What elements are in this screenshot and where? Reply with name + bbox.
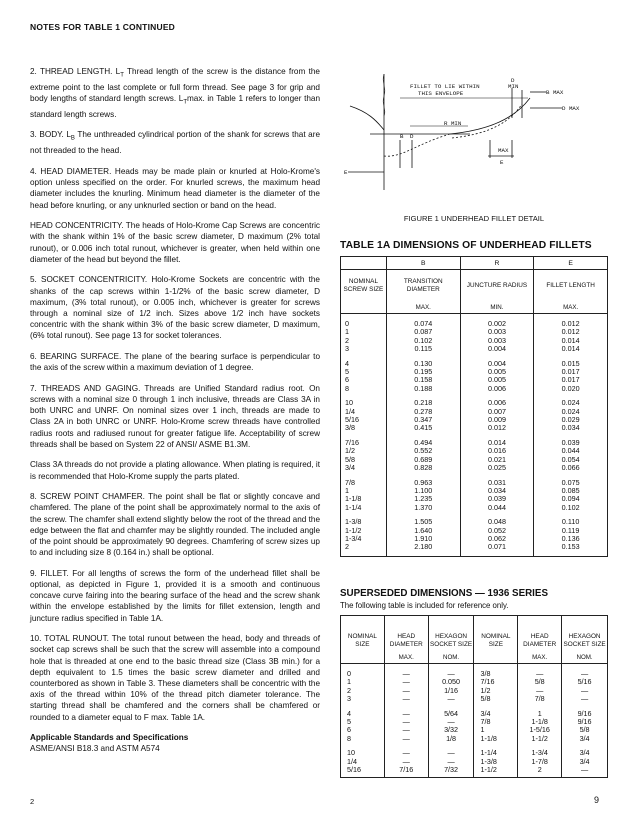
cell-value: 0.012 bbox=[487, 423, 506, 433]
cell-value: 3/4 bbox=[579, 756, 590, 766]
cell-value: 0.009 bbox=[487, 415, 506, 425]
table-cell-transition bbox=[386, 433, 460, 473]
cell-value: — bbox=[402, 725, 410, 735]
table1a bbox=[340, 256, 608, 557]
table-cell-juncture bbox=[460, 314, 534, 354]
fig-label-b: B bbox=[400, 133, 404, 140]
fig-label-b-max: B MAX bbox=[546, 89, 564, 96]
underhead-fillet-figure bbox=[340, 68, 608, 202]
cell-value: 0.552 bbox=[414, 446, 433, 456]
table-cell-juncture bbox=[460, 433, 534, 473]
table-cell-juncture bbox=[460, 393, 534, 433]
cell-value: 0.136 bbox=[561, 533, 580, 543]
cell-value: — bbox=[402, 708, 410, 718]
cell-value: 0.110 bbox=[561, 517, 580, 527]
fig-label-e-right: E bbox=[500, 159, 504, 166]
cell-value: 0.087 bbox=[414, 327, 433, 337]
cell-value: — bbox=[447, 748, 455, 758]
cell-value: 1/4 bbox=[347, 756, 357, 766]
table-cell-size-1 bbox=[341, 664, 385, 704]
cell-value: 0.003 bbox=[487, 327, 506, 337]
note-socket-concentricity: 5. SOCKET CONCENTRICITY. Holo-Krome Sockets are concentric with the shanks of the cap screws within 1-1/2% of the basic screw diameter, D maximum, (3% total runout), or 0.005 inch, whichever is greater for screws through a nominal size of 1/2 inch. Sizes above 1/2 inch have sockets concentric with the shank within 3% of the basic screw diameter, D maximum, (6% total runout). See page 13 for socket tolerances. bbox=[30, 275, 320, 341]
table-cell-head-1 bbox=[384, 664, 428, 704]
cell-value: 7/8 bbox=[534, 694, 545, 704]
cell-value: — bbox=[580, 694, 589, 704]
cell-value: 0.689 bbox=[414, 454, 433, 464]
cell-value: — bbox=[402, 733, 410, 743]
cell-value: 0.094 bbox=[561, 494, 580, 504]
cell-value: 0.015 bbox=[561, 358, 580, 368]
cell-value: 0.021 bbox=[487, 454, 506, 464]
table1a-letter-r: R bbox=[460, 257, 534, 270]
cell-value: 0.014 bbox=[487, 437, 506, 447]
page-number-right: 9 bbox=[594, 795, 600, 805]
cell-value: 6 bbox=[347, 725, 351, 735]
cell-value: 10 bbox=[345, 398, 353, 408]
cell-value: 9/16 bbox=[577, 708, 592, 718]
cell-value: 0.024 bbox=[561, 406, 580, 416]
table1a-title: TABLE 1A DIMENSIONS OF UNDERHEAD FILLETS bbox=[340, 240, 592, 251]
table-cell-socket-1 bbox=[428, 704, 474, 744]
cell-value: 3/4 bbox=[579, 748, 590, 758]
cell-value: 1/2 bbox=[345, 446, 355, 456]
cell-value: 0.004 bbox=[487, 344, 506, 354]
cell-value: 5 bbox=[345, 367, 349, 377]
fig-label-d-max: D MAX bbox=[562, 105, 580, 112]
table-cell-head-2 bbox=[518, 664, 562, 704]
cell-value: 0.085 bbox=[561, 485, 580, 495]
superseded-subheader-4 bbox=[474, 652, 518, 664]
note-class-3a: Class 3A threads do not provide a plating allowance. When plating is required, it is recommended that Holo-Krome supply the parts plated. bbox=[30, 460, 320, 481]
superseded-table bbox=[340, 615, 608, 778]
table1a-letter-row bbox=[341, 257, 608, 270]
cell-value: 0.004 bbox=[487, 358, 506, 368]
cell-value: 0.158 bbox=[414, 375, 433, 385]
note-bearing-surface: 6. BEARING SURFACE. The plane of the bearing surface is perpendicular to the axis of the screw within a maximum deviation of 1 degree. bbox=[30, 351, 320, 373]
cell-value: 1-1/2 bbox=[345, 525, 362, 535]
note-fillet: 9. FILLET. For all lengths of screws the form of the underhead fillet shall be optional, as depicted in Figure 1, provided it is a smooth and continuous concave curve fairing into the bearing surface of the head and the screw shank within the envelope established by the limits for fillet extension, length and juncture radius specified in Table 1A. bbox=[30, 568, 320, 623]
table-cell-transition bbox=[386, 512, 460, 556]
cell-value: 1.910 bbox=[414, 533, 433, 543]
cell-value: 0.005 bbox=[487, 367, 506, 377]
cell-value: 1.235 bbox=[414, 494, 433, 504]
cell-value: 1-3/4 bbox=[531, 748, 548, 758]
cell-value: — bbox=[447, 756, 455, 766]
cell-value: 0.006 bbox=[487, 383, 506, 393]
cell-value: 1 bbox=[480, 725, 485, 735]
table-cell-fillet bbox=[534, 354, 608, 394]
standards-heading: Applicable Standards and Specifications bbox=[30, 733, 189, 743]
cell-value: 5 bbox=[347, 717, 351, 727]
cell-value: 0.048 bbox=[487, 517, 506, 527]
table1a-subheader-row bbox=[341, 302, 608, 314]
cell-value: 5/16 bbox=[347, 765, 361, 775]
page-number-left: 2 bbox=[30, 797, 35, 806]
cell-value: 1-1/8 bbox=[480, 733, 497, 743]
cell-value: 5/8 bbox=[480, 694, 491, 704]
fig-label-max: MAX bbox=[498, 147, 509, 154]
cell-value: 1-1/8 bbox=[345, 494, 362, 504]
cell-value: 0.415 bbox=[414, 423, 433, 433]
cell-value: 0.074 bbox=[414, 319, 433, 328]
table-cell-size bbox=[341, 354, 387, 394]
fig-label-d-min-2: MIN bbox=[508, 83, 519, 90]
cell-value: 0.012 bbox=[561, 319, 580, 328]
cell-value: 2 bbox=[345, 335, 349, 345]
table-row-block bbox=[341, 704, 608, 744]
cell-value: 1-3/8 bbox=[345, 517, 362, 527]
cell-value: — bbox=[402, 669, 410, 678]
cell-value: 0.066 bbox=[561, 463, 580, 473]
page-header: NOTES FOR TABLE 1 CONTINUED bbox=[30, 22, 176, 32]
cell-value: 0.102 bbox=[414, 335, 433, 345]
table-row-block bbox=[341, 743, 608, 778]
table1a-letter-b: B bbox=[386, 257, 460, 270]
table-cell-size bbox=[341, 433, 387, 473]
superseded-title: SUPERSEDED DIMENSIONS — 1936 SERIES bbox=[340, 588, 548, 599]
cell-value: 0.039 bbox=[561, 437, 580, 447]
table-cell-size-2 bbox=[474, 704, 518, 744]
superseded-header-head-2: HEAD DIAMETER bbox=[518, 616, 562, 653]
cell-value: 7/16 bbox=[480, 677, 495, 687]
cell-value: 3/4 bbox=[480, 708, 491, 718]
cell-value: 0.044 bbox=[561, 446, 580, 456]
table-cell-fillet bbox=[534, 512, 608, 556]
table-cell-juncture bbox=[460, 512, 534, 556]
cell-value: 3/4 bbox=[579, 733, 590, 743]
fig-label-r-min: R MIN bbox=[444, 120, 462, 127]
cell-value: 5/16 bbox=[345, 415, 359, 425]
cell-value: 1/2 bbox=[480, 685, 491, 695]
table-cell-size-1 bbox=[341, 743, 385, 778]
cell-value: — bbox=[447, 694, 455, 704]
cell-value: 5/64 bbox=[444, 708, 459, 718]
cell-value: 0.014 bbox=[561, 344, 580, 354]
cell-value: 3/8 bbox=[345, 423, 355, 433]
cell-value: 1-1/2 bbox=[531, 733, 548, 743]
cell-value: 2 bbox=[537, 765, 542, 775]
table-row-block bbox=[341, 473, 608, 513]
cell-value: 7/8 bbox=[480, 717, 491, 727]
superseded-subheader-6: NOM. bbox=[562, 652, 608, 664]
cell-value: — bbox=[402, 694, 410, 704]
table1a-header-size: NOMINAL SCREW SIZE bbox=[341, 270, 387, 303]
table-cell-size bbox=[341, 473, 387, 513]
cell-value: 1 bbox=[347, 677, 351, 687]
cell-value: 3 bbox=[345, 344, 349, 354]
cell-value: 3 bbox=[347, 694, 351, 704]
superseded-header-socket-2: HEXAGON SOCKET SIZE bbox=[562, 616, 608, 653]
cell-value: 0.102 bbox=[561, 502, 580, 512]
cell-value: 0 bbox=[347, 669, 351, 678]
note-total-runout: 10. TOTAL RUNOUT. The total runout between the head, body and threads of socket cap screws shall be such that the screw will assemble into a compound hole that is threaded at one end to the basic thread size (Class 3B min.) for a depth equivalent to 1.5 times the basic screw diameter and drilled and counterbored as shown in Table 3. These diameters shall be concentric with the axis of the thread within 10% of the thread pitch diameter tolerance. The starting thread shall be chamfered and the corners shall be chamfered or rounded to a diameter equal to F max. Table 1A. bbox=[30, 634, 320, 722]
table-cell-size bbox=[341, 393, 387, 433]
cell-value: 0.034 bbox=[487, 485, 506, 495]
cell-value: 0.003 bbox=[487, 335, 506, 345]
superseded-subheader-5: MAX. bbox=[518, 652, 562, 664]
cell-value: 0 bbox=[345, 319, 349, 328]
cell-value: 0.195 bbox=[414, 367, 433, 377]
cell-value: 1-1/4 bbox=[480, 748, 497, 758]
cell-value: — bbox=[402, 748, 410, 758]
cell-value: — bbox=[402, 685, 410, 695]
table-cell-head-2 bbox=[518, 743, 562, 778]
table1a-subheader-juncture: MIN. bbox=[460, 302, 534, 314]
superseded-subheader-3: NOM. bbox=[428, 652, 474, 664]
table-row-block bbox=[341, 354, 608, 394]
cell-value: 1 bbox=[345, 327, 349, 337]
superseded-subheader-1 bbox=[341, 652, 385, 664]
table-cell-fillet bbox=[534, 433, 608, 473]
table-cell-head-1 bbox=[384, 704, 428, 744]
table1a-header-transition: TRANSITION DIAMETER bbox=[386, 270, 460, 303]
cell-value: 0.029 bbox=[561, 415, 580, 425]
table-cell-socket-2 bbox=[562, 664, 608, 704]
table1a-header-row bbox=[341, 270, 608, 303]
table1a-subheader-fillet: MAX. bbox=[534, 302, 608, 314]
table1a-header-juncture: JUNCTURE RADIUS bbox=[460, 270, 534, 303]
cell-value: 0.062 bbox=[487, 533, 506, 543]
superseded-subheader-row bbox=[341, 652, 608, 664]
cell-value: 1-3/4 bbox=[345, 533, 362, 543]
note-point-chamfer: 8. SCREW POINT CHAMFER. The point shall be flat or slightly concave and chamfered. The plane of the point shall be approximately normal to the axis of the screw. The chamfer shall extend slightly below the root of the thread and the edge between the flat and chamfer may be slightly rounded. The included angle of the point should be approximately 90 degrees. Chamfering of screw sizes up to and including size 8 (0.164 in.) shall be optional. bbox=[30, 492, 320, 558]
cell-value: 1.100 bbox=[414, 485, 433, 495]
cell-value: — bbox=[536, 669, 544, 678]
cell-value: 0.005 bbox=[487, 375, 506, 385]
cell-value: 0.188 bbox=[414, 383, 433, 393]
cell-value: 1 bbox=[345, 485, 349, 495]
cell-value: 0.278 bbox=[414, 406, 433, 416]
note-head-concentricity: HEAD CONCENTRICITY. The heads of Holo-Krome Cap Screws are concentric with the shank within 1% of the basic screw diameter, D maximum (2% total runout), or 0.006 inch total runout, whichever is greater, when held within one diameter of the head but beyond the fillet. bbox=[30, 221, 320, 264]
cell-value: 7/8 bbox=[345, 477, 355, 487]
cell-value: 1/4 bbox=[345, 406, 355, 416]
note-body: 3. BODY. $L_B$ The unthreaded cylindrical portion of the shank for screws that are not threaded to the head. bbox=[30, 130, 320, 156]
table-row-block bbox=[341, 314, 608, 354]
cell-value: — bbox=[447, 717, 455, 727]
cell-value: 1-7/8 bbox=[531, 756, 548, 766]
table1a-letter-e: E bbox=[534, 257, 608, 270]
superseded-subtitle: The following table is included for reference only. bbox=[340, 601, 509, 610]
cell-value: 2 bbox=[347, 685, 351, 695]
cell-value: 10 bbox=[347, 748, 355, 758]
cell-value: 1 bbox=[537, 708, 542, 718]
cell-value: 0.031 bbox=[487, 477, 506, 487]
cell-value: — bbox=[447, 669, 455, 678]
cell-value: 0.052 bbox=[487, 525, 506, 535]
cell-value: 0.017 bbox=[561, 375, 580, 385]
superseded-header-head-1: HEAD DIAMETER bbox=[384, 616, 428, 653]
cell-value: 0.016 bbox=[487, 446, 506, 456]
cell-value: 0.071 bbox=[487, 542, 506, 552]
cell-value: — bbox=[536, 685, 544, 695]
cell-value: 3/8 bbox=[480, 669, 491, 678]
cell-value: 2.180 bbox=[414, 542, 433, 552]
table-cell-socket-1 bbox=[428, 664, 474, 704]
table-cell-socket-1 bbox=[428, 743, 474, 778]
cell-value: 0.115 bbox=[414, 344, 432, 354]
note-thread-length: 2. THREAD LENGTH. $L_T$ Thread length of the screw is the distance from the extreme point to the last complete or full form thread. See page 3 for grip and body lengths of standard length screws. $L_T\max$. in Table 1 refers to longer than standard length screws. bbox=[30, 67, 321, 119]
cell-value: 0.034 bbox=[561, 423, 580, 433]
table-row-block bbox=[341, 512, 608, 556]
cell-value: 0.119 bbox=[561, 525, 580, 535]
note-threads-gaging: 7. THREADS AND GAGING. Threads are Unified Standard radius root. On screws with a nominal size 0 through 1 inch inclusive, threads are Class 3A in both UNRC and UNRF. On nominal sizes over 1 inch, threads are made to Class 2A in both UNRC or UNRF. Holo-Krome screw threads have controlled radius roots and radiused runout for greater fatigue life. Acceptability of screw threads shall be based on System 22 of ANSI/ ASME B1.3M. bbox=[30, 383, 320, 449]
superseded-header-socket-1: HEXAGON SOCKET SIZE bbox=[428, 616, 474, 653]
cell-value: 0.075 bbox=[561, 477, 580, 487]
cell-value: 0.347 bbox=[414, 415, 433, 425]
table-cell-transition bbox=[386, 393, 460, 433]
table-cell-size bbox=[341, 314, 387, 354]
table-cell-fillet bbox=[534, 473, 608, 513]
table-cell-transition bbox=[386, 473, 460, 513]
table-cell-size-1 bbox=[341, 704, 385, 744]
cell-value: 2 bbox=[345, 542, 349, 552]
table-cell-size-2 bbox=[474, 664, 518, 704]
cell-value: 0.153 bbox=[561, 542, 580, 552]
cell-value: — bbox=[580, 669, 589, 678]
cell-value: 7/16 bbox=[345, 437, 359, 447]
standards-text: ASME/ANSI B18.3 and ASTM A574 bbox=[30, 744, 160, 754]
cell-value: 1/16 bbox=[444, 685, 459, 695]
notes-column bbox=[30, 66, 320, 755]
cell-value: 0.218 bbox=[414, 398, 433, 408]
cell-value: 1-3/8 bbox=[480, 756, 497, 766]
cell-value: — bbox=[402, 717, 410, 727]
fig-label-d-min-1: D bbox=[511, 77, 515, 84]
cell-value: 0.050 bbox=[442, 677, 461, 687]
cell-value: 6 bbox=[345, 375, 349, 385]
fig-label-fillet-1: FILLET TO LIE WITHIN bbox=[410, 83, 480, 90]
table-cell-head-2 bbox=[518, 704, 562, 744]
table-cell-juncture bbox=[460, 354, 534, 394]
superseded-header-size-2: NOMINAL SIZE bbox=[474, 616, 518, 653]
cell-value: 0.012 bbox=[561, 327, 580, 337]
table-cell-juncture bbox=[460, 473, 534, 513]
cell-value: — bbox=[580, 685, 589, 695]
cell-value: 4 bbox=[345, 358, 349, 368]
table-row-block bbox=[341, 433, 608, 473]
table1a-subheader-transition: MAX. bbox=[386, 302, 460, 314]
cell-value: 1.505 bbox=[414, 517, 433, 527]
cell-value: 0.006 bbox=[487, 398, 506, 408]
cell-value: 1.640 bbox=[414, 525, 433, 535]
cell-value: 0.054 bbox=[561, 454, 580, 464]
cell-value: 1-5/16 bbox=[529, 725, 550, 735]
superseded-subheader-2: MAX. bbox=[384, 652, 428, 664]
table-cell-fillet bbox=[534, 393, 608, 433]
cell-value: 0.044 bbox=[487, 502, 506, 512]
cell-value: 5/8 bbox=[345, 454, 355, 464]
table-cell-fillet bbox=[534, 314, 608, 354]
cell-value: 1-1/8 bbox=[531, 717, 548, 727]
cell-value: 7/32 bbox=[444, 765, 459, 775]
cell-value: — bbox=[402, 677, 410, 687]
cell-value: — bbox=[402, 756, 410, 766]
cell-value: 0.014 bbox=[561, 335, 580, 345]
figure-caption: FIGURE 1 UNDERHEAD FILLET DETAIL bbox=[403, 214, 545, 223]
cell-value: 8 bbox=[347, 733, 351, 743]
cell-value: 5/16 bbox=[577, 677, 592, 687]
cell-value: 0.963 bbox=[414, 477, 433, 487]
superseded-header-row bbox=[341, 616, 608, 653]
cell-value: 5/8 bbox=[579, 725, 590, 735]
table-row-block bbox=[341, 664, 608, 704]
note-head-diameter: 4. HEAD DIAMETER. Heads may be made plain or knurled at Holo-Krome's option unless specified on the order. For knurled screws, the maximum head diameter includes the knurling. Minimum head diameter is the diameter of the head before knurling, or any unknurled section or band on the head. bbox=[30, 166, 320, 210]
table-cell-head-1 bbox=[384, 743, 428, 778]
cell-value: 0.828 bbox=[414, 463, 433, 473]
fig-label-d: D bbox=[410, 133, 414, 140]
cell-value: 0.039 bbox=[487, 494, 506, 504]
cell-value: 5/8 bbox=[534, 677, 545, 687]
cell-value: 1/8 bbox=[446, 733, 457, 743]
cell-value: 0.017 bbox=[561, 367, 580, 377]
cell-value: 8 bbox=[345, 383, 349, 393]
cell-value: 4 bbox=[347, 708, 351, 718]
cell-value: 0.002 bbox=[487, 319, 506, 328]
table-cell-size bbox=[341, 512, 387, 556]
cell-value: 0.494 bbox=[414, 437, 433, 447]
table-cell-socket-2 bbox=[562, 743, 608, 778]
cell-value: 1-1/4 bbox=[345, 502, 362, 512]
table1a-header-fillet: FILLET LENGTH bbox=[534, 270, 608, 303]
table-cell-socket-2 bbox=[562, 704, 608, 744]
cell-value: 0.025 bbox=[487, 463, 506, 473]
superseded-header-size-1: NOMINAL SIZE bbox=[341, 616, 385, 653]
table1a-subheader-size bbox=[341, 302, 387, 314]
cell-value: 3/4 bbox=[345, 463, 355, 473]
table-row-block bbox=[341, 393, 608, 433]
cell-value: 1.370 bbox=[414, 502, 433, 512]
table1a-letter-blank bbox=[341, 257, 387, 270]
cell-value: 0.007 bbox=[487, 406, 506, 416]
cell-value: — bbox=[580, 765, 589, 775]
fig-label-e-left: E bbox=[344, 169, 348, 176]
cell-value: 0.020 bbox=[561, 383, 580, 393]
table-cell-size-2 bbox=[474, 743, 518, 778]
cell-value: 0.130 bbox=[414, 358, 433, 368]
cell-value: 7/16 bbox=[399, 765, 414, 775]
cell-value: 3/32 bbox=[444, 725, 459, 735]
cell-value: 1-1/2 bbox=[480, 765, 497, 775]
table-cell-transition bbox=[386, 354, 460, 394]
cell-value: 0.024 bbox=[561, 398, 580, 408]
table-cell-transition bbox=[386, 314, 460, 354]
fig-label-fillet-2: THIS ENVELOPE bbox=[418, 90, 464, 97]
cell-value: 9/16 bbox=[577, 717, 592, 727]
